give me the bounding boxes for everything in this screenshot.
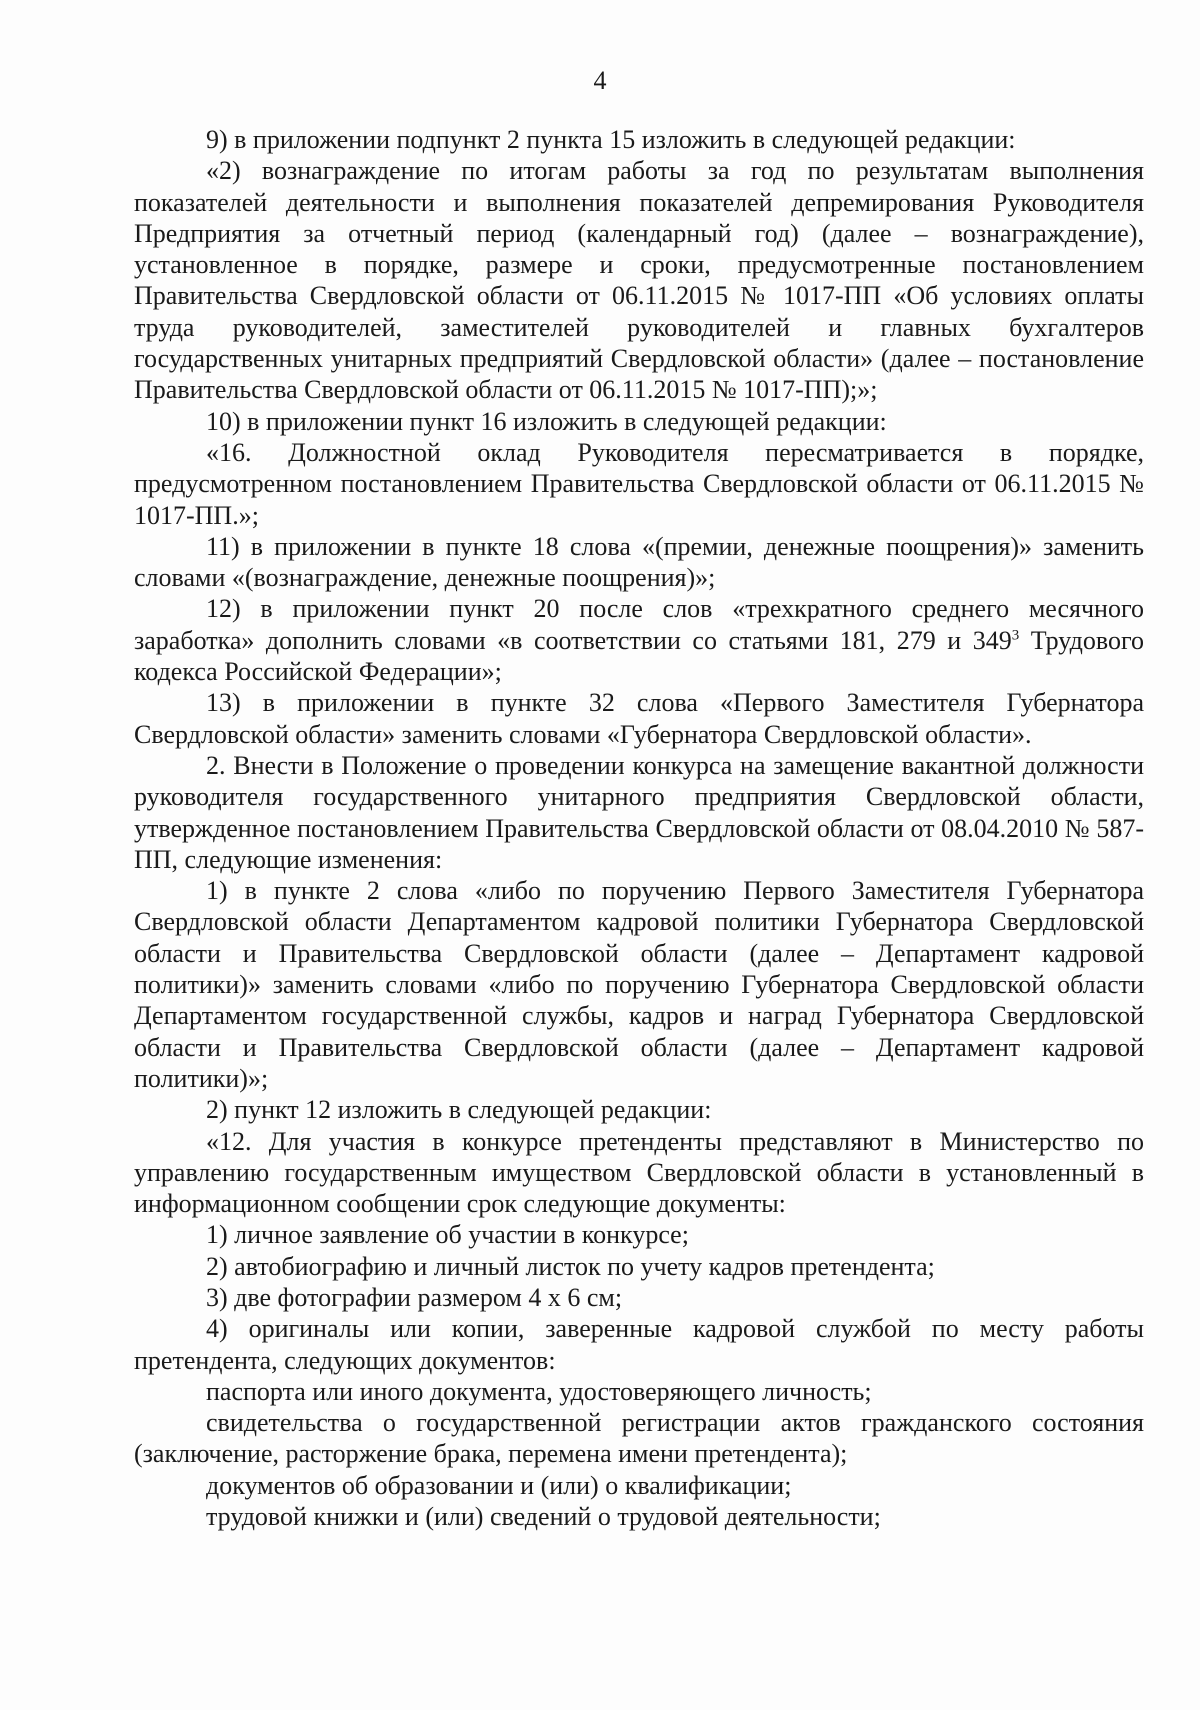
paragraph: паспорта или иного документа, удостоверяющего личность;	[206, 1376, 872, 1406]
paragraph: 11) в приложении в пункте 18 слова «(премии, денежные поощрения)» заменить словами «(вознаграждение, денежные поощрения)»;	[134, 531, 1144, 593]
paragraph: 10) в приложении пункт 16 изложить в следующей редакции:	[206, 406, 887, 436]
paragraph: 9) в приложении подпункт 2 пункта 15 изложить в следующей редакции:	[206, 125, 1016, 154]
paragraph: «2) вознаграждение по итогам работы за год по результатам выполнения показателей деятельности и выполнения показателей депремирования Руководителя Предприятия за отчетный период (календарный год) (далее – вознаграждение), установленное в порядке, размере и сроки, предусмотренные постановлением Правительства Свердловской области от 06.11.2015 № 1017-ПП «Об условиях оплаты труда руководителей, заместителей руководителей и главных бухгалтеров государственных унитарных предприятий Свердловской области» (далее – постановление Правительства Свердловской области от 06.11.2015 № 1017-ПП);»;	[134, 156, 1144, 405]
paragraph: трудовой книжки и (или) сведений о трудовой деятельности;	[206, 1502, 881, 1532]
paragraph: документов об образовании и (или) о квалификации;	[206, 1470, 792, 1500]
paragraph: 3) две фотографии размером 4 х 6 см;	[206, 1282, 623, 1312]
paragraph: 13) в приложении в пункте 32 слова «Первого Заместителя Губернатора Свердловской области» заменить словами «Губернатора Свердловской области».	[134, 688, 1144, 749]
paragraph: 4) оригиналы или копии, заверенные кадровой службой по месту работы претендента, следующих документов:	[134, 1314, 1144, 1375]
document-body	[134, 124, 1144, 1532]
paragraph: 1) в пункте 2 слова «либо по поручению Первого Заместителя Губернатора Свердловской области Департаментом кадровой политики Губернатора Свердловской области и Правительства Свердловской области (далее – Департамент кадровой политики)» заменить словами «либо по поручению Губернатора Свердловской области Департаментом государственной службы, кадров и наград Губернатора Свердловской области и Правительства Свердловской области (далее – Департамент кадровой политики)»;	[134, 876, 1144, 1093]
paragraph: свидетельства о государственной регистрации актов гражданского состояния (заключение, расторжение брака, перемена имени претендента);	[134, 1408, 1144, 1469]
paragraph: 2. Внести в Положение о проведении конкурса на замещение вакантной должности руководителя государственного унитарного предприятия Свердловской области, утвержденное постановлением Правительства Свердловской области от 08.04.2010 № 587-ПП, следующие изменения:	[134, 750, 1144, 874]
paragraph: «12. Для участия в конкурсе претенденты представляют в Министерство по управлению государственным имуществом Свердловской области в установленный в информационном сообщении срок следующие документы:	[134, 1126, 1144, 1219]
paragraph: «16. Должностной оклад Руководителя пересматривается в порядке, предусмотренном постановлением Правительства Свердловской области от 06.11.2015 № 1017-ПП.»;	[134, 437, 1144, 530]
page-number: 4	[593, 66, 607, 95]
paragraph: 2) автобиографию и личный листок по учету кадров претендента;	[206, 1251, 935, 1281]
paragraph: 1) личное заявление об участии в конкурсе;	[206, 1220, 689, 1250]
paragraph	[134, 593, 1144, 687]
paragraph-text: 12) в приложении пункт 20 после слов «трехкратного среднего месячного заработка» дополнить словами «в соответствии со статьями 181, 279 и 349	[134, 594, 1144, 655]
paragraph: 2) пункт 12 изложить в следующей редакции:	[206, 1095, 712, 1125]
paragraph-text-tail: Трудового кодекса Российской Федерации»;	[134, 625, 1144, 687]
article-superscript: 3	[1011, 627, 1020, 644]
